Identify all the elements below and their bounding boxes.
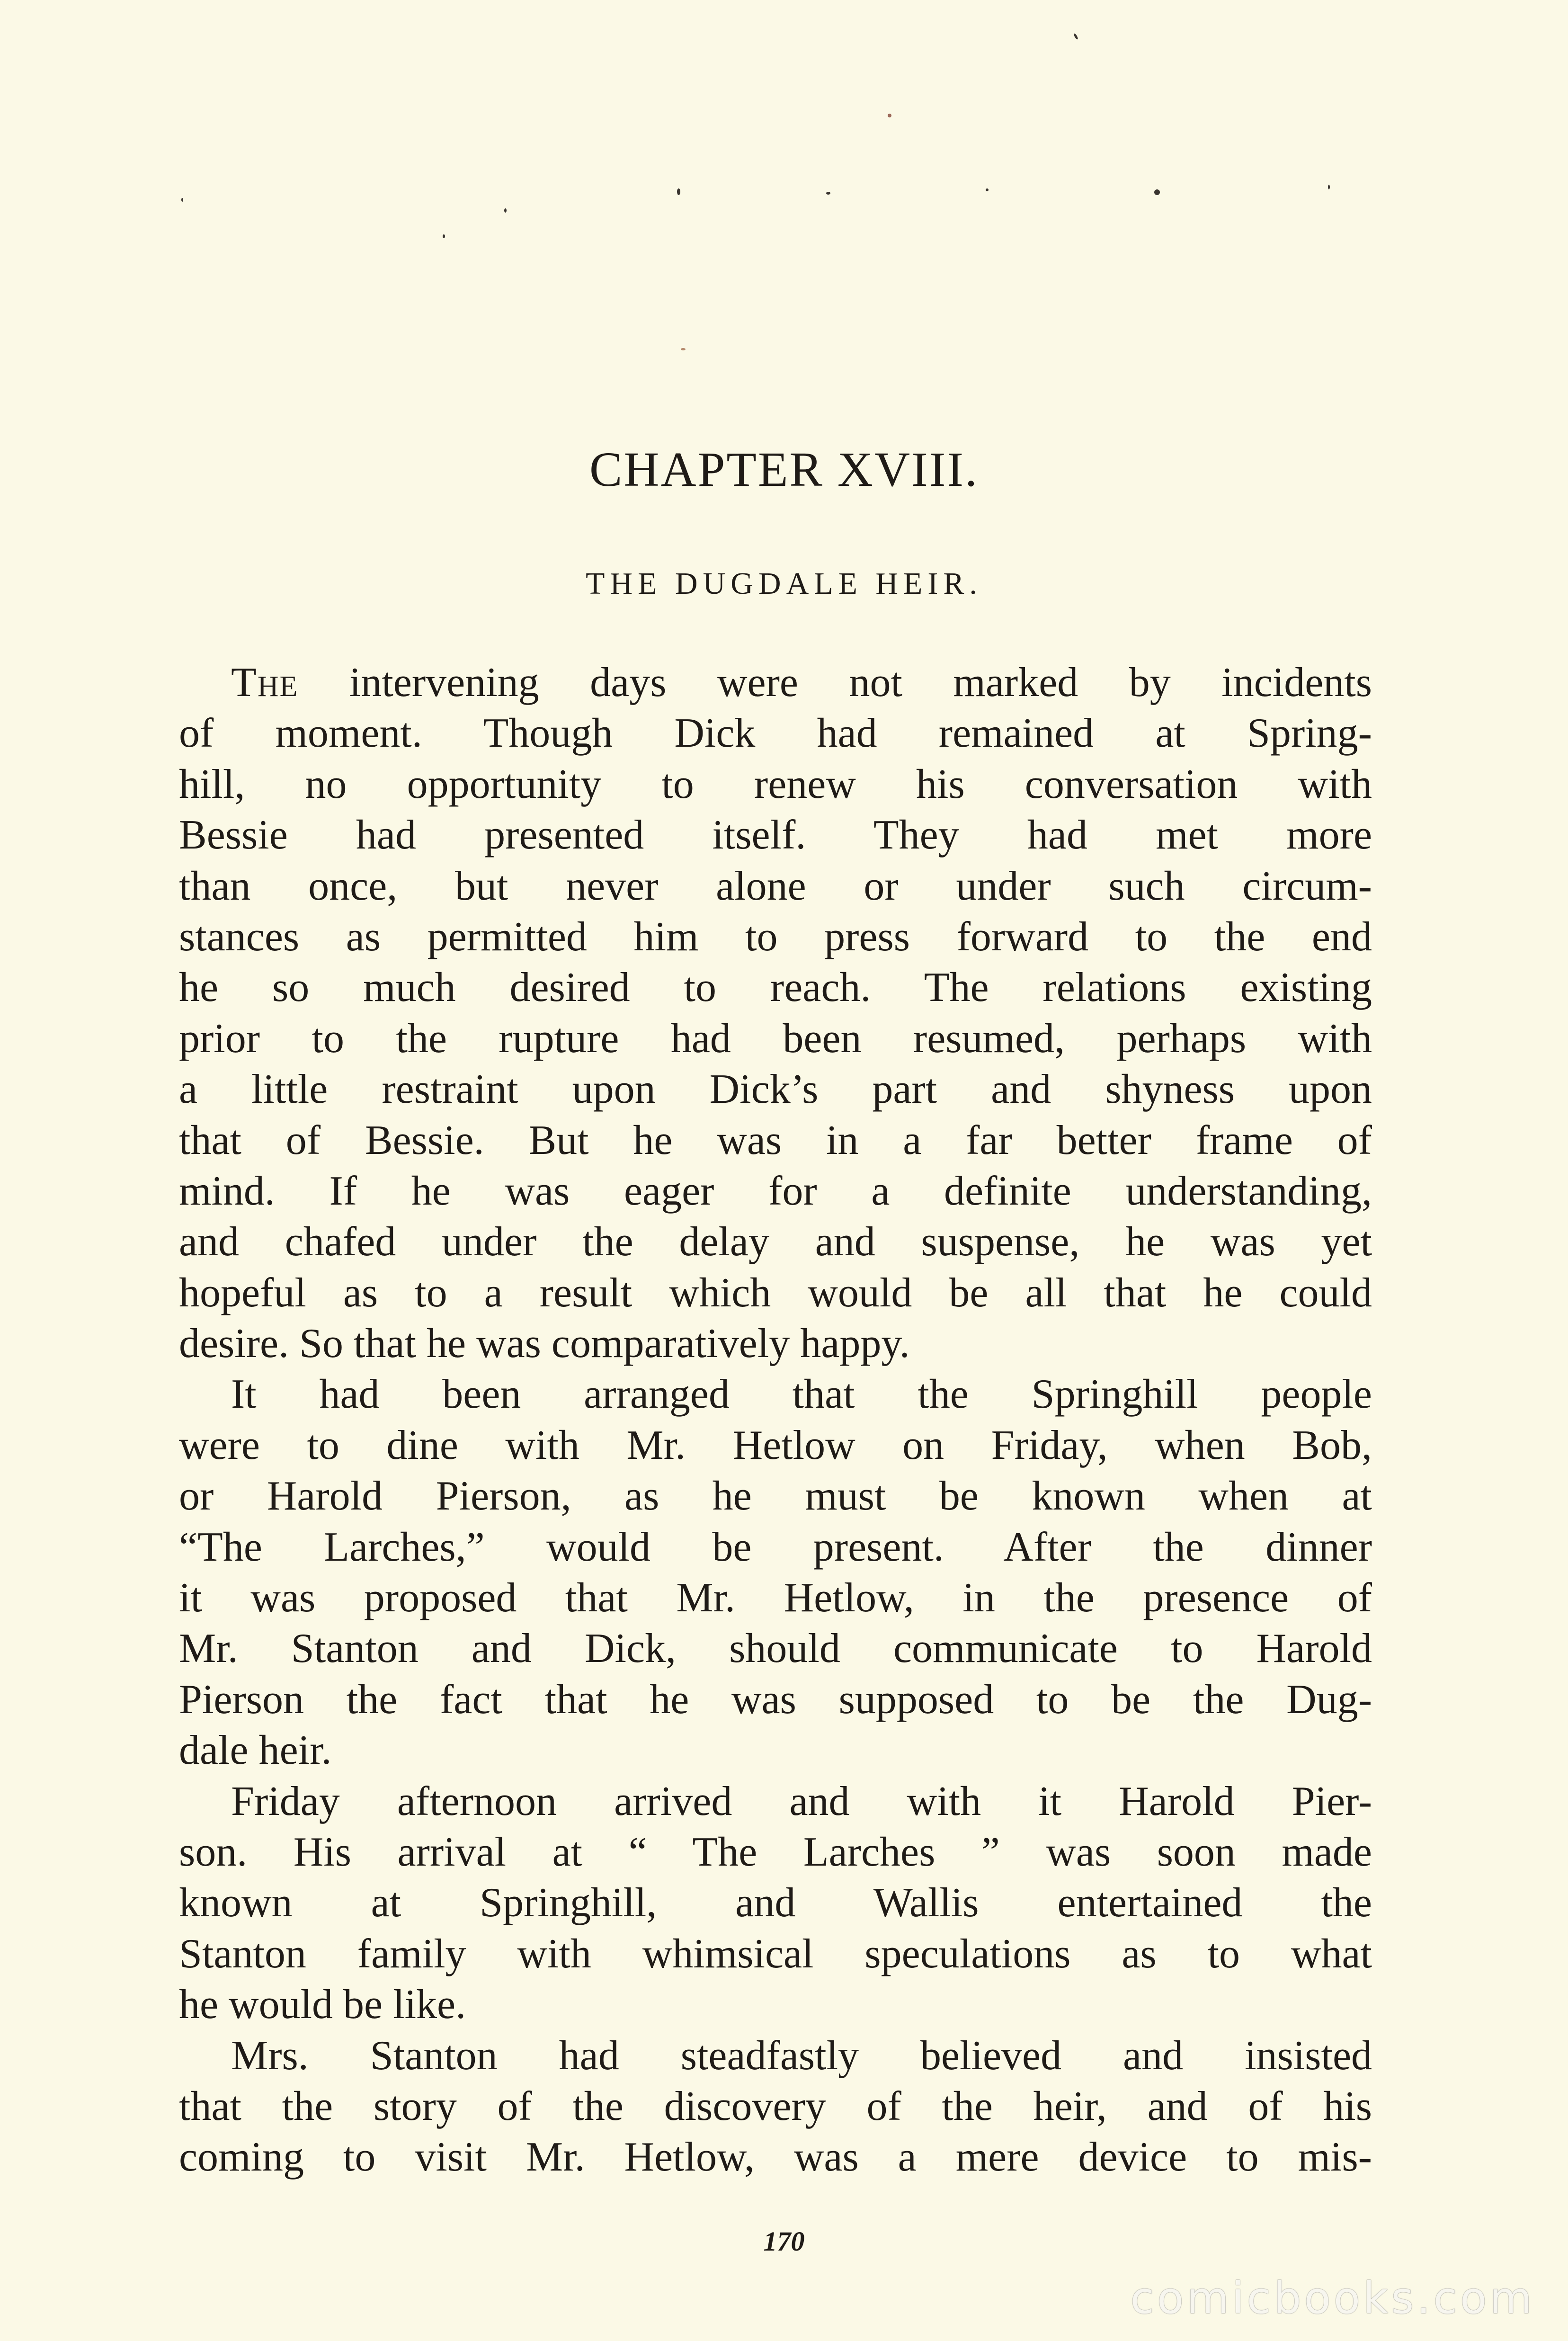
text-line: or Harold Pierson, as he must be known when at (179, 1473, 1372, 1519)
text-line: Stanton family with whimsical speculations as to what (179, 1930, 1372, 1977)
text-line: Bessie had presented itself. They had met more (179, 812, 1372, 858)
text-line: dale heir. (179, 1727, 332, 1774)
chapter-subtitle: THE DUGDALE HEIR. (586, 566, 982, 601)
text-line: prior to the rupture had been resumed, perhaps with (179, 1015, 1372, 1062)
text-line: stances as permitted him to press forward to the end (179, 913, 1372, 960)
text-line: that the story of the discovery of the heir, and of his (179, 2083, 1372, 2129)
text-line: It had been arranged that the Springhill people (231, 1371, 1372, 1418)
text-line: son. His arrival at “ The Larches ” was soon made (179, 1829, 1372, 1875)
text-line: of moment. Though Dick had remained at Spring- (179, 710, 1372, 757)
watermark-logo: comicbooks.com (1130, 2273, 1535, 2323)
lead-word: The (231, 660, 299, 706)
chapter-title: CHAPTER XVIII. (589, 442, 979, 497)
text-line: were to dine with Mr. Hetlow on Friday, when Bob, (179, 1422, 1372, 1468)
text-line: The intervening days were not marked by incidents (231, 660, 1372, 706)
text-line: he so much desired to reach. The relations existing (179, 965, 1372, 1011)
text-line: that of Bessie. But he was in a far better frame of (179, 1117, 1372, 1163)
text-line: known at Springhill, and Wallis entertained the (179, 1880, 1372, 1926)
text-line: hill, no opportunity to renew his conversation with (179, 761, 1372, 807)
text-line: hopeful as to a result which would be all that he could (179, 1269, 1372, 1316)
text-line: it was proposed that Mr. Hetlow, in the presence of (179, 1575, 1372, 1621)
text-line: a little restraint upon Dick’s part and shyness upon (179, 1066, 1372, 1113)
text-line: desire. So that he was comparatively happy. (179, 1321, 910, 1367)
text-line: he would be like. (179, 1982, 466, 2028)
page-number: 170 (763, 2226, 805, 2257)
text-line: Friday afternoon arrived and with it Harold Pier- (231, 1778, 1372, 1824)
text-line: than once, but never alone or under such circum- (179, 863, 1372, 909)
text-line: Mrs. Stanton had steadfastly believed and insisted (231, 2032, 1372, 2079)
text-line: and chafed under the delay and suspense, he was yet (179, 1219, 1372, 1265)
text-line: Mr. Stanton and Dick, should communicate to Harold (179, 1626, 1372, 1672)
text-line: mind. If he was eager for a definite understanding, (179, 1168, 1372, 1214)
text-line: “The Larches,” would be present. After the dinner (179, 1524, 1372, 1570)
text-line: coming to visit Mr. Hetlow, was a mere device to mis- (179, 2134, 1372, 2180)
body-text (179, 657, 1372, 2183)
text-line: Pierson the fact that he was supposed to be the Dug- (179, 1676, 1372, 1723)
